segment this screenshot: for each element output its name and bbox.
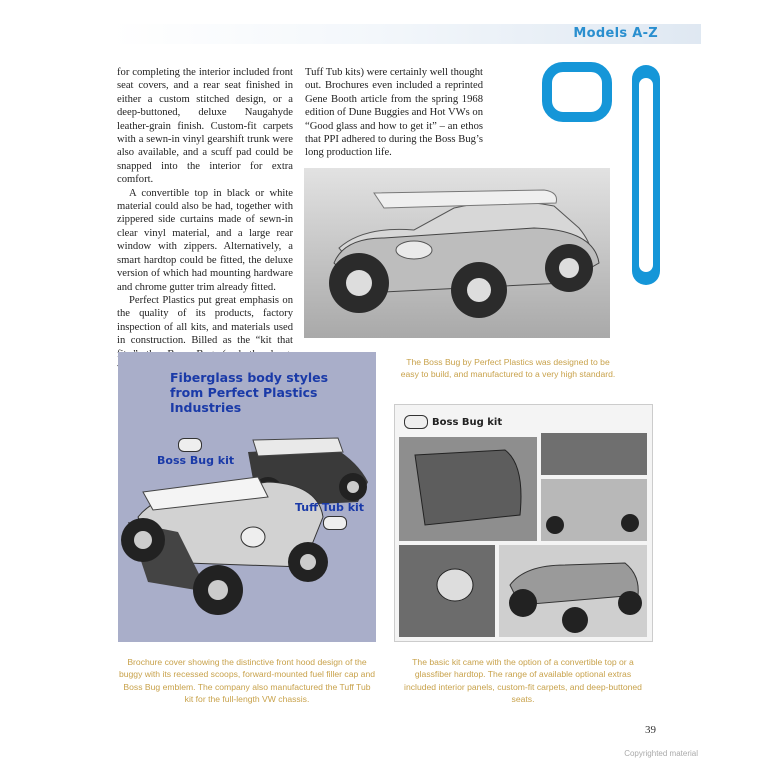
tuff-tub-emblem — [323, 516, 347, 530]
paragraph-2: A convertible top in black or white material could also be had, together with zippered side curtains made of sewn-in clear vinyl material, and a large rear window with zippers. Alternatively, a smart hardtop could be fitted, the deluxe version of which had mounting hardware and chrome gutter trim already fitted. — [117, 187, 293, 293]
page-number: 39 — [645, 724, 656, 736]
paragraph-1: for completing the interior included front seat covers, and a rear seat finished in either a custom stitched design, or a deep-buttoned, deluxe Naugahyde leather-grain finish. Custom-fit carpets with a sewn-in vinyl gearshift trunk were also available, and a scuff pad could be snapped into the interior for extra comfort. — [117, 67, 293, 186]
blue-rounded-square — [547, 67, 607, 117]
copyright-notice: Copyrighted material — [624, 749, 698, 758]
kit-emblem — [404, 415, 428, 429]
boss-bug-kit-photo — [394, 404, 653, 642]
caption-brochure: Brochure cover showing the distinctive front hood design of the buggy with its recessed scoops, forward-mounted fuel filler cap and Boss Bug emblem. The company also manufactured the Tuff Tub kit for the full-length VW chassis. — [118, 657, 376, 705]
caption-kit: The basic kit came with the option of a convertible top or a glassfiber hardtop. The range of available optional extras included interior panels, custom-fit carpets, and deep-buttoned seats. — [404, 657, 642, 705]
body-text-right — [305, 66, 483, 160]
body-text-left — [117, 66, 293, 374]
boss-bug-emblem — [178, 438, 202, 452]
page-section-title: Models A-Z — [573, 26, 658, 41]
blue-bar-inner — [639, 78, 653, 272]
kit-page-label: Boss Bug kit — [432, 417, 503, 428]
brochure-title: Fiberglass body styles from Perfect Plastics Industries — [170, 370, 329, 415]
brochure-label-tuff-tub: Tuff Tub kit — [295, 501, 365, 514]
boss-bug-photo — [304, 168, 610, 338]
paragraph-3: Perfect Plastics put great emphasis on the quality of its products, factory inspection of all kits, and materials used in construction. Billed as the “kit that — [117, 294, 293, 347]
paragraph-4: Tuff Tub kits) were certainly well thought out. Brochures even included a reprinted Gene Booth article from the spring 1968 edition of Dune Buggies and Hot VWs on “Good glass and how to get it” – an ethos that PPI adhered to during the Boss Bug’s long production life. — [305, 67, 483, 159]
brochure-label-boss-bug: Boss Bug kit — [157, 454, 235, 467]
caption-top-photo: The Boss Bug by Perfect Plastics was designed to be easy to build, and manufactured to a very high standard. — [400, 357, 616, 380]
